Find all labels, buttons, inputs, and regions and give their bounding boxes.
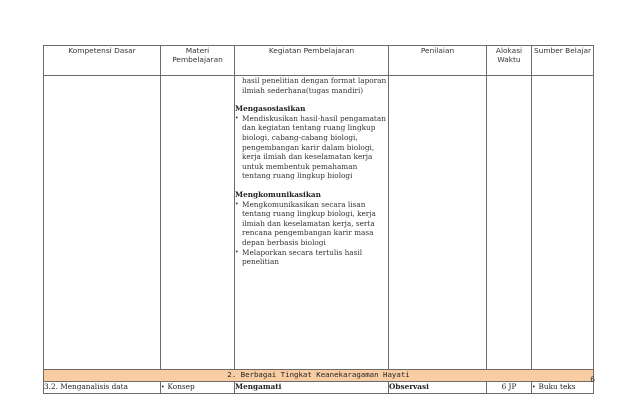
- section-mengasosiasikan: Mengasosiasikan: [235, 104, 306, 114]
- page-number: 6: [590, 375, 595, 384]
- list-item: • Mengkomunikasikan secara lisan tentang ruang lingkup biologi, kerja ilmiah dan keselamatan kerja, serta rencana pengembangan karir masa depan berbasis biologi: [235, 199, 376, 247]
- bullet-icon: •: [532, 384, 536, 391]
- bullet-icon: •: [235, 200, 239, 208]
- list-item: • Melaporkan secara tertulis hasil penelitian: [235, 247, 363, 267]
- header-penilaian: Penilaian: [389, 46, 487, 76]
- cell-penilaian-observasi: Observasi: [389, 382, 487, 394]
- cell-kegiatan: [235, 76, 389, 370]
- section-heading-row: [44, 370, 594, 382]
- table-header-row: [44, 46, 594, 76]
- cell-kegiatan-mengamati: Mengamati: [235, 382, 389, 394]
- header-materi: Materi Pembelajaran: [161, 46, 235, 76]
- header-kompetensi-dasar: Kompetensi Dasar: [44, 46, 161, 76]
- header-kegiatan: Kegiatan Pembelajaran: [235, 46, 389, 76]
- table-row: [44, 382, 594, 394]
- cell-materi: [161, 76, 235, 370]
- cell-sumber-buku: • Buku teks: [532, 382, 594, 394]
- bullet-icon: •: [235, 114, 239, 122]
- header-alokasi-waktu: Alokasi Waktu: [487, 46, 532, 76]
- cell-sumber: [532, 76, 594, 370]
- list-item: • Mendiskusikan hasil-hasil pengamatan dan kegiatan tentang ruang lingkup biologi, cabang-cabang biologi, pengembangan karir dalam biologi, kerja ilmiah dan keselamatan kerja untuk membentuk pemahaman tentang ruang lingkup biologi: [235, 113, 386, 181]
- cell-kompetensi: [44, 76, 161, 370]
- cell-alokasi: [487, 76, 532, 370]
- komunikasi-list: [235, 200, 388, 267]
- section-title: 2. Berbagai Tingkat Keanekaragaman Hayati: [44, 370, 594, 382]
- bullet-icon: •: [161, 384, 165, 391]
- header-sumber-belajar: Sumber Belajar: [532, 46, 594, 76]
- table-row: [44, 76, 594, 370]
- section-mengkomunikasikan: Mengkomunikasikan: [235, 189, 321, 199]
- bullet-icon: •: [235, 248, 239, 256]
- continuation-text: hasil penelitian dengan format laporan ilmiah sederhana(tugas mandiri): [242, 76, 387, 95]
- syllabus-table: [43, 45, 594, 394]
- cell-materi-konsep: • Konsep: [161, 382, 235, 394]
- asosiasi-list: [235, 114, 388, 181]
- cell-penilaian: [389, 76, 487, 370]
- cell-kd: 3.2. Menganalisis data: [44, 382, 161, 394]
- cell-alokasi-jp: 6 JP: [487, 382, 532, 394]
